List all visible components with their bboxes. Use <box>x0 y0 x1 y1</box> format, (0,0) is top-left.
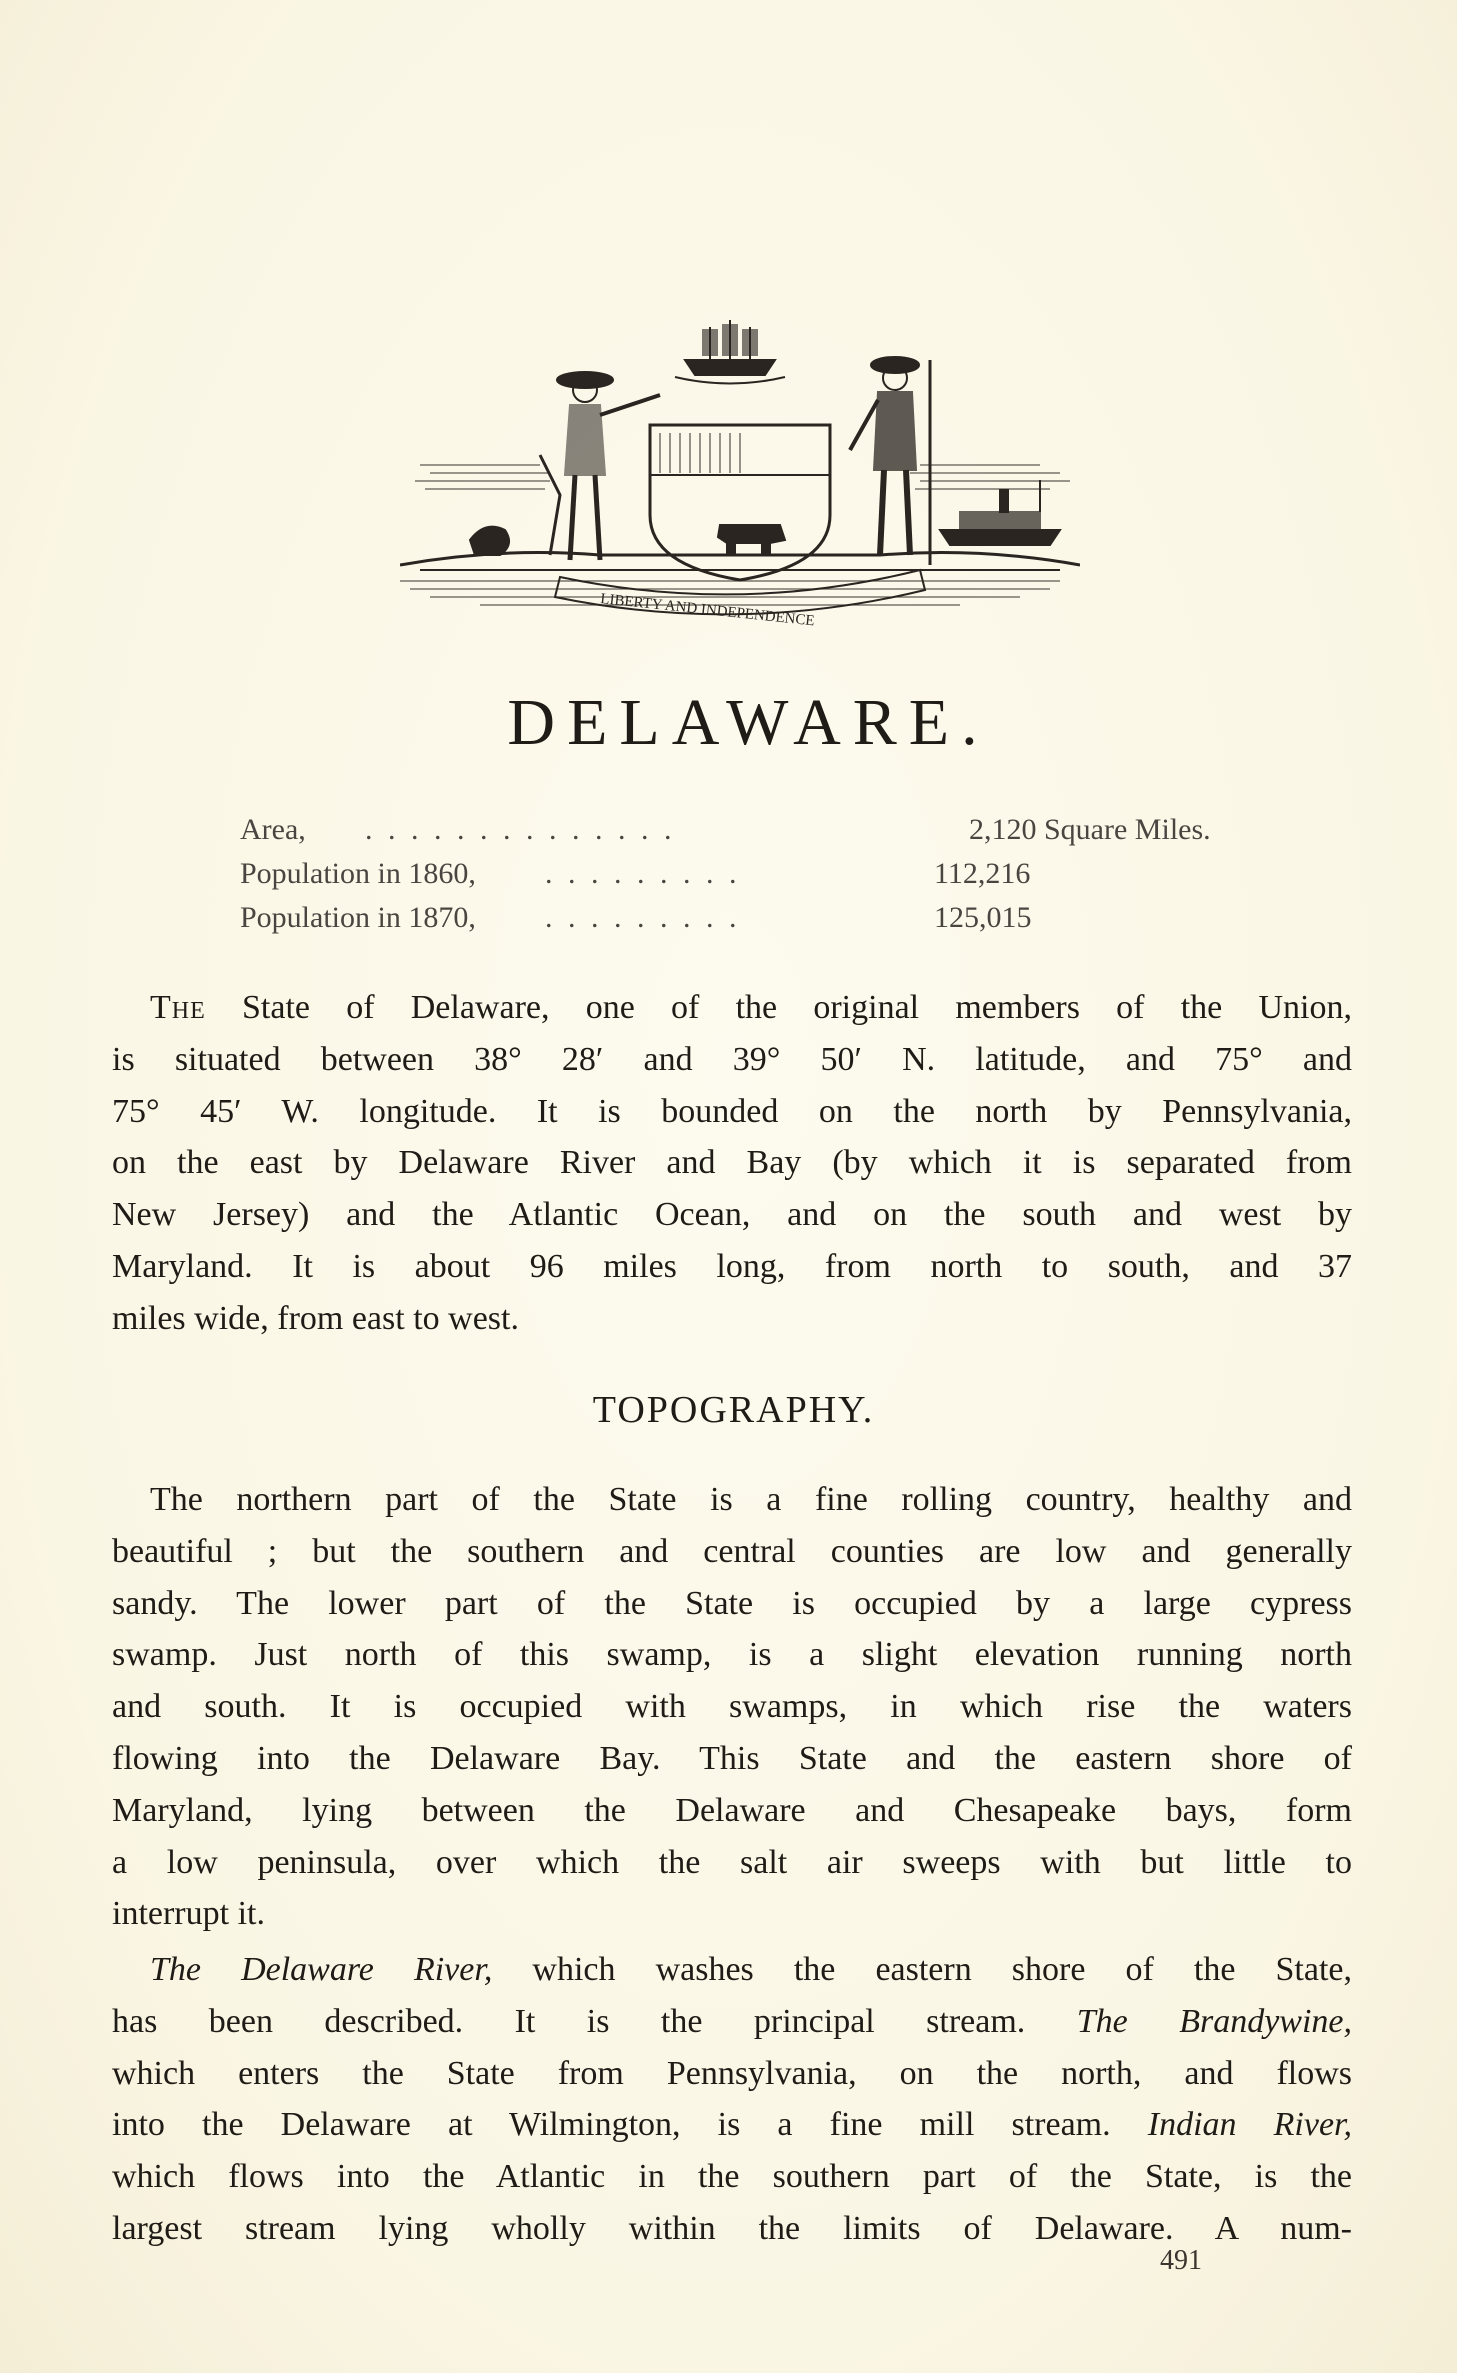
text-line: and south. It is occupied with swamps, in which rise the waters <box>112 1688 1352 1726</box>
section-heading-topography: TOPOGRAPHY. <box>592 1389 875 1431</box>
text-line: a low peninsula, over which the salt air sweeps with but little to <box>112 1843 1352 1881</box>
stat-value: 125,015 <box>934 901 1032 934</box>
text-line: The Delaware River, which washes the eastern shore of the State, <box>150 1951 1352 1988</box>
text-line: on the east by Delaware River and Bay (by which it is separated from <box>112 1144 1352 1182</box>
text-line: 75° 45′ W. longitude. It is bounded on the north by Pennsylvania, <box>112 1092 1352 1130</box>
lead-word: The <box>150 989 206 1026</box>
stat-leader-dots: . . . . . . . . . <box>545 857 741 890</box>
text-line: Maryland. It is about 96 miles long, from north to south, and 37 <box>112 1247 1352 1285</box>
stat-label: Area, <box>240 813 306 846</box>
stat-leader-dots: . . . . . . . . . . . . . . <box>365 813 676 846</box>
seal-motto: LIBERTY AND INDEPENDENCE <box>599 591 816 630</box>
text-line: which enters the State from Pennsylvania, on the north, and flows <box>112 2054 1352 2092</box>
topography-paragraph <box>112 1474 1352 1940</box>
stat-label: Population in 1860, <box>240 857 476 890</box>
river-name: The Delaware River, <box>150 1951 493 1988</box>
text-line: Maryland, lying between the Delaware and Chesapeake bays, form <box>112 1791 1352 1829</box>
text-line: The northern part of the State is a fine rolling country, healthy and <box>150 1481 1352 1518</box>
state-seal-engraving <box>400 315 1080 630</box>
text-line: into the Delaware at Wilmington, is a fine mill stream. Indian River, <box>112 2106 1352 2144</box>
intro-paragraph <box>112 982 1352 1345</box>
text-line: swamp. Just north of this swamp, is a slight elevation running north <box>112 1636 1352 1674</box>
river-name: Indian River, <box>1147 2106 1352 2144</box>
seal-svg <box>400 315 1080 630</box>
text-line: New Jersey) and the Atlantic Ocean, and on the south and west by <box>112 1196 1352 1234</box>
text-line: miles wide, from east to west. <box>112 1299 519 1337</box>
rivers-paragraph <box>112 1944 1352 2255</box>
text-line: The State of Delaware, one of the original members of the Union, <box>150 989 1352 1026</box>
text-line: beautiful ; but the southern and central counties are low and generally <box>112 1532 1352 1570</box>
text-line: which flows into the Atlantic in the southern part of the State, is the <box>112 2158 1352 2196</box>
stat-label: Population in 1870, <box>240 901 476 934</box>
text-line: has been described. It is the principal stream. The Brandywine, <box>112 2002 1352 2040</box>
stat-value: 2,120 Square Miles. <box>969 813 1211 846</box>
stat-value: 112,216 <box>934 857 1031 890</box>
text-line: interrupt it. <box>112 1895 265 1933</box>
stat-leader-dots: . . . . . . . . . <box>545 901 741 934</box>
text-line: flowing into the Delaware Bay. This State and the eastern shore of <box>112 1739 1352 1777</box>
text-line: largest stream lying wholly within the limits of Delaware. A num- <box>112 2209 1352 2247</box>
page-number: 491 <box>1160 2245 1202 2276</box>
river-name: The Brandywine, <box>1076 2002 1352 2040</box>
text-line: sandy. The lower part of the State is occupied by a large cypress <box>112 1584 1352 1622</box>
text-line: is situated between 38° 28′ and 39° 50′ N. latitude, and 75° and <box>112 1040 1352 1078</box>
page-title: DELAWARE. <box>507 686 990 759</box>
